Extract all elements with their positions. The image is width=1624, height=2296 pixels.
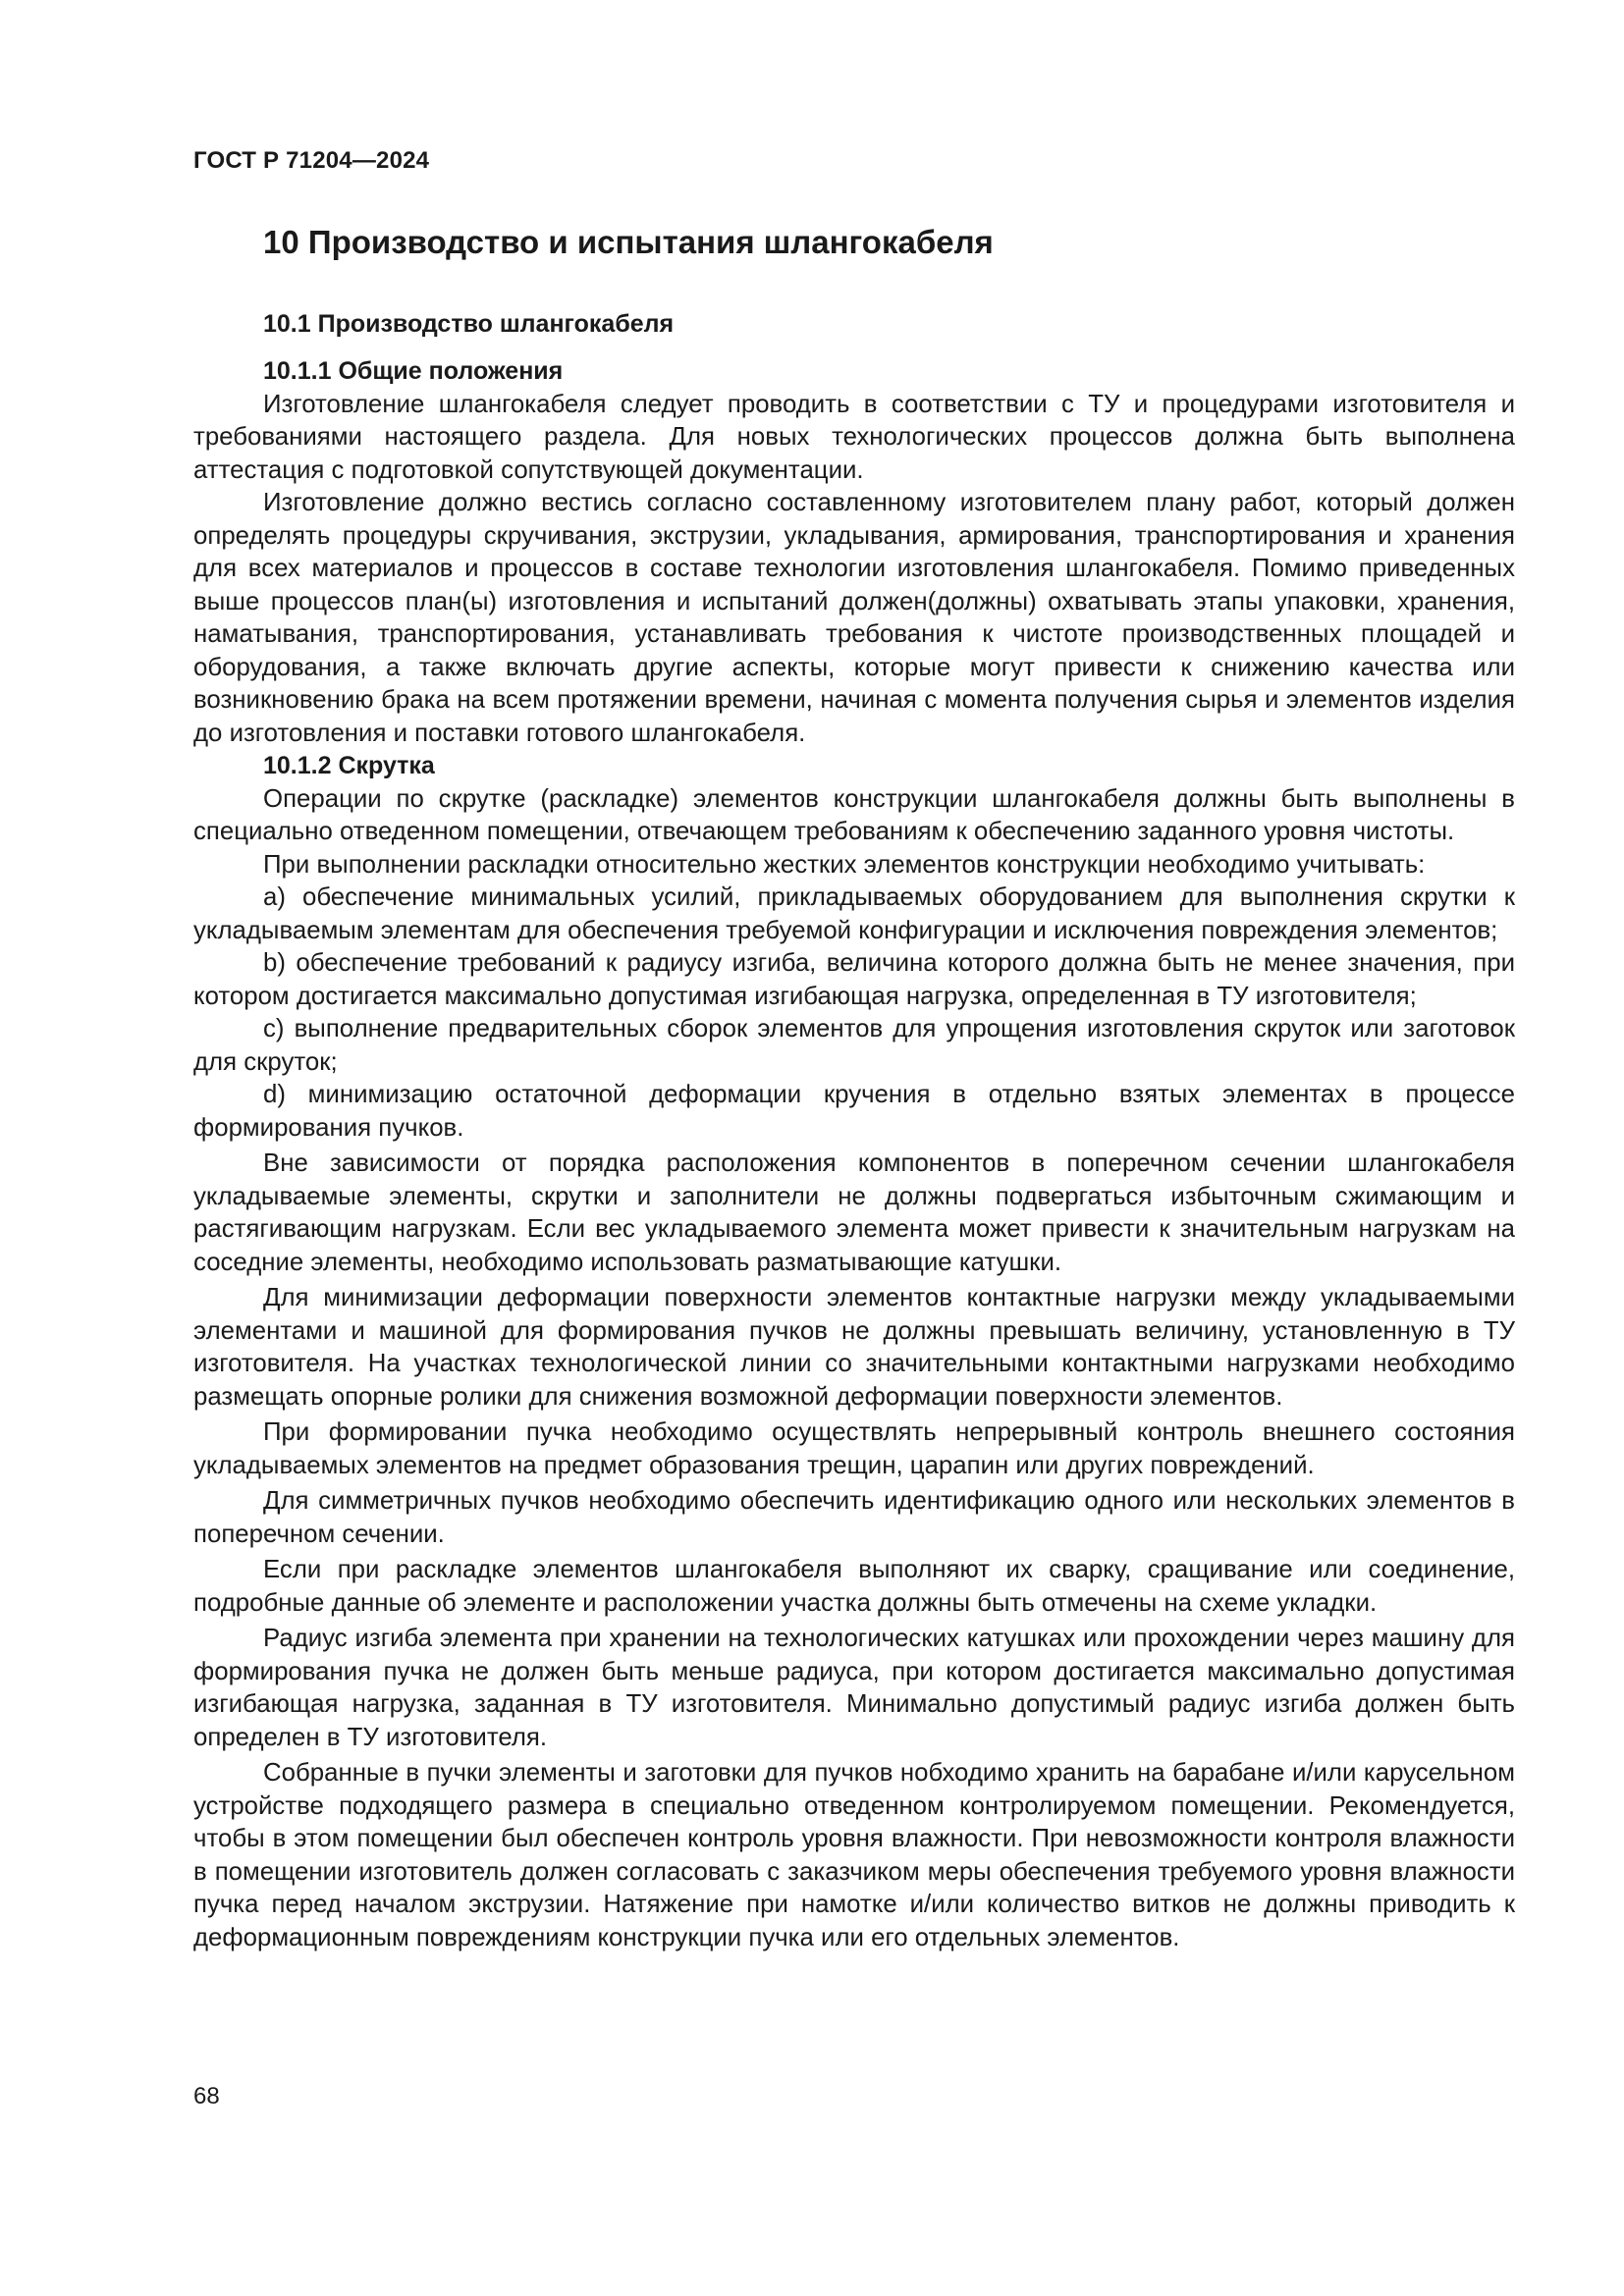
- paragraph: Если при раскладке элементов шлангокабеля выполняют их сварку, сращивание или соединение, подробные данные об элементе и расположении участка должны быть отмечены на схеме укладки.: [193, 1556, 1515, 1617]
- paragraph: Операции по скрутке (раскладке) элементов конструкции шлангокабеля должны быть выполнены в специально отведенном помещении, отвечающем требованиям к обеспечению заданного уровня чистоты.: [193, 784, 1515, 845]
- list-item-b: b) обеспечение требований к радиусу изгиба, величина которого должна быть не менее значения, при котором достигается максимально допустимая изгибающая нагрузка, определенная в ТУ изготовителя;: [193, 949, 1515, 1010]
- paragraph: Для минимизации деформации поверхности элементов контактные нагрузки между укладываемыми элементами и машиной для формирования пучков не должны превышать величину, установленную в ТУ изготовителя. На участках технологической линии со значительными контактными нагрузками необходимо размещать опорные ролики для снижения возможной деформации поверхности элементов.: [193, 1284, 1515, 1411]
- subsection-title: 10.1 Производство шлангокабеля: [263, 310, 675, 338]
- clause-title-twisting: 10.1.2 Скрутка: [263, 752, 435, 779]
- paragraph: Радиус изгиба элемента при хранении на технологических катушках или прохождении через машину для формирования пучка не должен быть меньше радиуса, при котором достигается максимально допустимая изгибающая нагрузка, заданная в ТУ изготовителя. Минимально допустимый радиус изгиба должен быть определен в ТУ изготовителя.: [193, 1625, 1515, 1751]
- section-title: 10 Производство и испытания шлангокабеля: [263, 224, 994, 260]
- paragraph: Собранные в пучки элементы и заготовки для пучков нобходимо хранить на барабане и/или карусельном устройстве подходящего размера в специально отведенном контролируемом помещении. Рекомендуется, чтобы в этом помещении был обеспечен контроль уровня влажности. При невозможности контроля влажности в помещении изготовитель должен согласовать с заказчиком меры обеспечения требуемого уровня влажности пучка перед началом экструзии. Натяжение при намотке и/или количество витков не должны приводить к деформационным повреждениям конструкции пучка или его отдельных элементов.: [193, 1759, 1515, 1951]
- paragraph: Изготовление шлангокабеля следует проводить в соответствии с ТУ и процедурами изготовителя и требованиями настоящего раздела. Для новых технологических процессов должна быть выполнена аттестация с подготовкой сопутствующей документации.: [193, 390, 1515, 484]
- list-item-a: a) обеспечение минимальных усилий, прикладываемых оборудованием для выполнения скрутки к укладываемым элементам для обеспечения требуемой конфигурации и исключения повреждения элементов;: [193, 883, 1515, 944]
- paragraph: Для симметричных пучков необходимо обеспечить идентификацию одного или нескольких элементов в поперечном сечении.: [193, 1487, 1515, 1548]
- paragraph: Вне зависимости от порядка расположения компонентов в поперечном сечении шлангокабеля укладываемые элементы, скрутки и заполнители не должны подвергаться избыточным сжимающим и растягивающим нагрузкам. Если вес укладываемого элемента может привести к значительным нагрузкам на соседние элементы, необходимо использовать разматывающие катушки.: [193, 1149, 1515, 1276]
- paragraph: При формировании пучка необходимо осуществлять непрерывный контроль внешнего состояния укладываемых элементов на предмет образования трещин, царапин или других повреждений.: [193, 1418, 1515, 1479]
- page-number: 68: [193, 2083, 220, 2109]
- document-header: ГОСТ Р 71204—2024: [193, 147, 430, 174]
- paragraph: Изготовление должно вестись согласно составленному изготовителем плану работ, который должен определять процедуры скручивания, экструзии, укладывания, армирования, транспортирования и хранения для всех материалов и процессов в составе технологии изготовления шлангокабеля. Помимо приведенных выше процессов план(ы) изготовления и испытаний должен(должны) охватывать этапы упаковки, хранения, наматывания, транспортирования, устанавливать требования к чистоте производственных площадей и оборудования, а также включать другие аспекты, которые могут привести к снижению качества или возникновению брака на всем протяжении времени, начиная с момента получения сырья и элементов изделия до изготовления и поставки готового шлангокабеля.: [193, 489, 1515, 747]
- list-item-d: d) минимизацию остаточной деформации кручения в отдельно взятых элементах в процессе формирования пучков.: [193, 1081, 1515, 1142]
- paragraph: При выполнении раскладки относительно жестких элементов конструкции необходимо учитывать:: [263, 850, 1426, 879]
- clause-title-general: 10.1.1 Общие положения: [263, 357, 564, 385]
- document-body: [193, 355, 1515, 1954]
- list-item-c: c) выполнение предварительных сборок элементов для упрощения изготовления скруток или заготовок для скруток;: [193, 1015, 1515, 1076]
